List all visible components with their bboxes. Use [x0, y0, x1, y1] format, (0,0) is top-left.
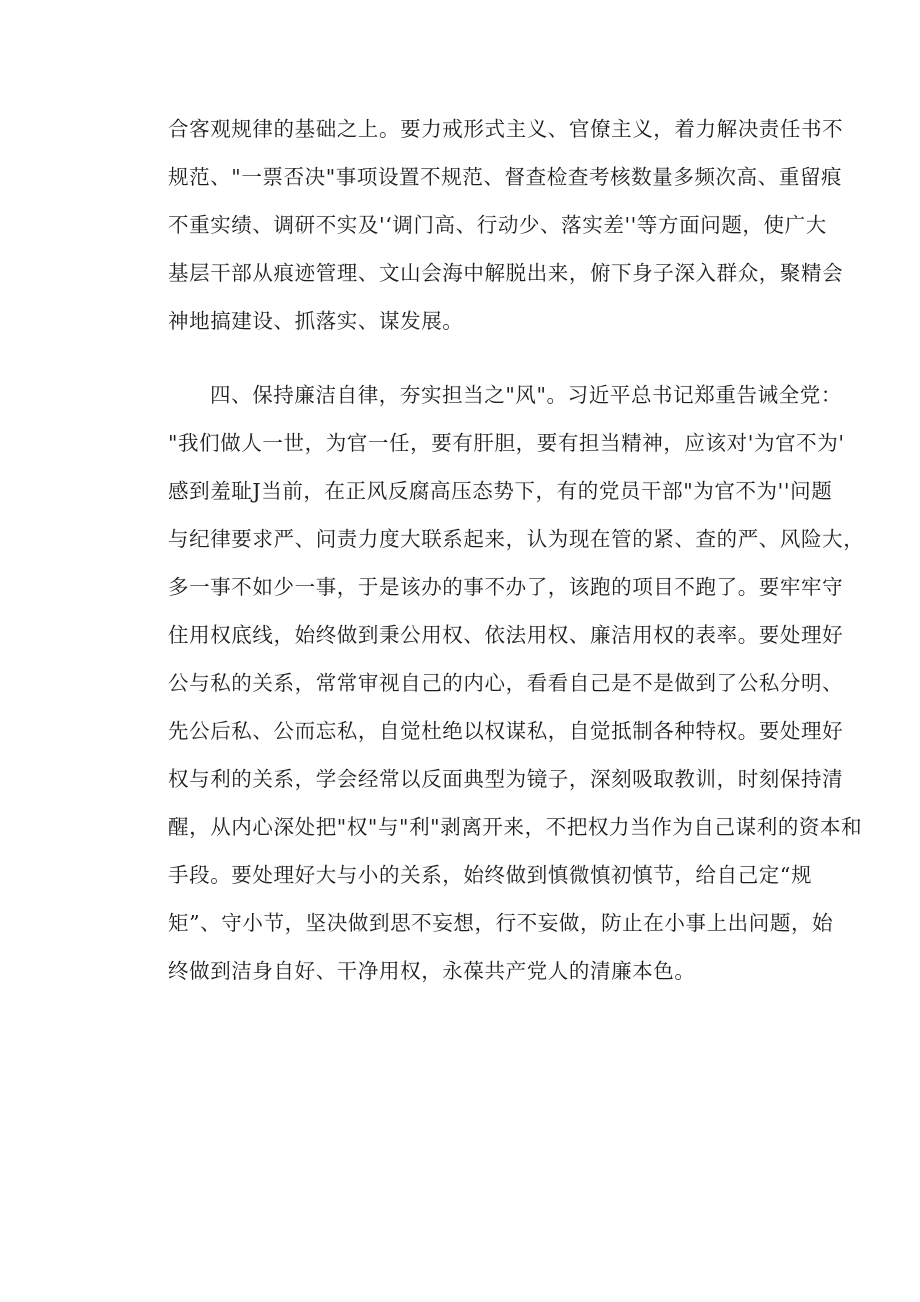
text-line: 规范、"一票否决"事项设置不规范、督查检查考核数量多频次高、重留痕: [168, 165, 843, 189]
text-line: "我们做人一世，为官一任，要有肝胆，要有担当精神，应该对'为官不为': [168, 431, 845, 455]
text-line: 不重实绩、调研不实及'‘调门高、行动少、落实差''等方面问题，使广大: [168, 213, 827, 237]
text-line: 先公后私、公而忘私，自觉杜绝以权谋私，自觉抵制各种特权。要处理好: [168, 719, 844, 743]
text-line: 终做到洁身自好、干净用权，永葆共产党人的清廉本色。: [168, 959, 696, 983]
text-line: 合客观规律的基础之上。要力戒形式主义、官僚主义，着力解决责任书不: [168, 117, 844, 141]
text-line: 基层干部从痕迹管理、文山会海中解脱出来，俯下身子深入群众，聚精会: [168, 261, 844, 285]
text-line: 矩”、守小节，坚决做到思不妄想，行不妄做，防止在小事上出问题，始: [168, 911, 834, 935]
text-line: 感到羞耻J当前，在正风反腐高压态势下，有的党员干部"为官不为''问题: [168, 479, 833, 503]
text-line: 住用权底线，始终做到秉公用权、依法用权、廉洁用权的表率。要处理好: [168, 623, 844, 647]
text-line: 手段。要处理好大与小的关系，始终做到慎微慎初慎节，给自己定“规: [168, 863, 813, 887]
text-line: 神地搞建设、抓落实、谋发展。: [168, 309, 464, 333]
text-line: 醒，从内心深处把"权"与"利"剥离开来，不把权力当作为自己谋利的资本和: [168, 815, 863, 839]
section-heading-line: 四、保持廉洁自律，夯实担当之"风"。习近平总书记郑重告诫全党：: [210, 383, 842, 407]
text-line: 权与利的关系，学会经常以反面典型为镜子，深刻吸取教训，时刻保持清: [168, 767, 844, 791]
text-line: 公与私的关系，常常审视自己的内心，看看自己是不是做到了公私分明、: [168, 671, 844, 695]
text-line: 与纪律要求严、问责力度大联系起来，认为现在管的紧、查的严、风险大，: [168, 527, 865, 551]
text-line: 多一事不如少一事，于是该办的事不办了，该跑的项目不跑了。要牢牢守: [168, 575, 844, 599]
